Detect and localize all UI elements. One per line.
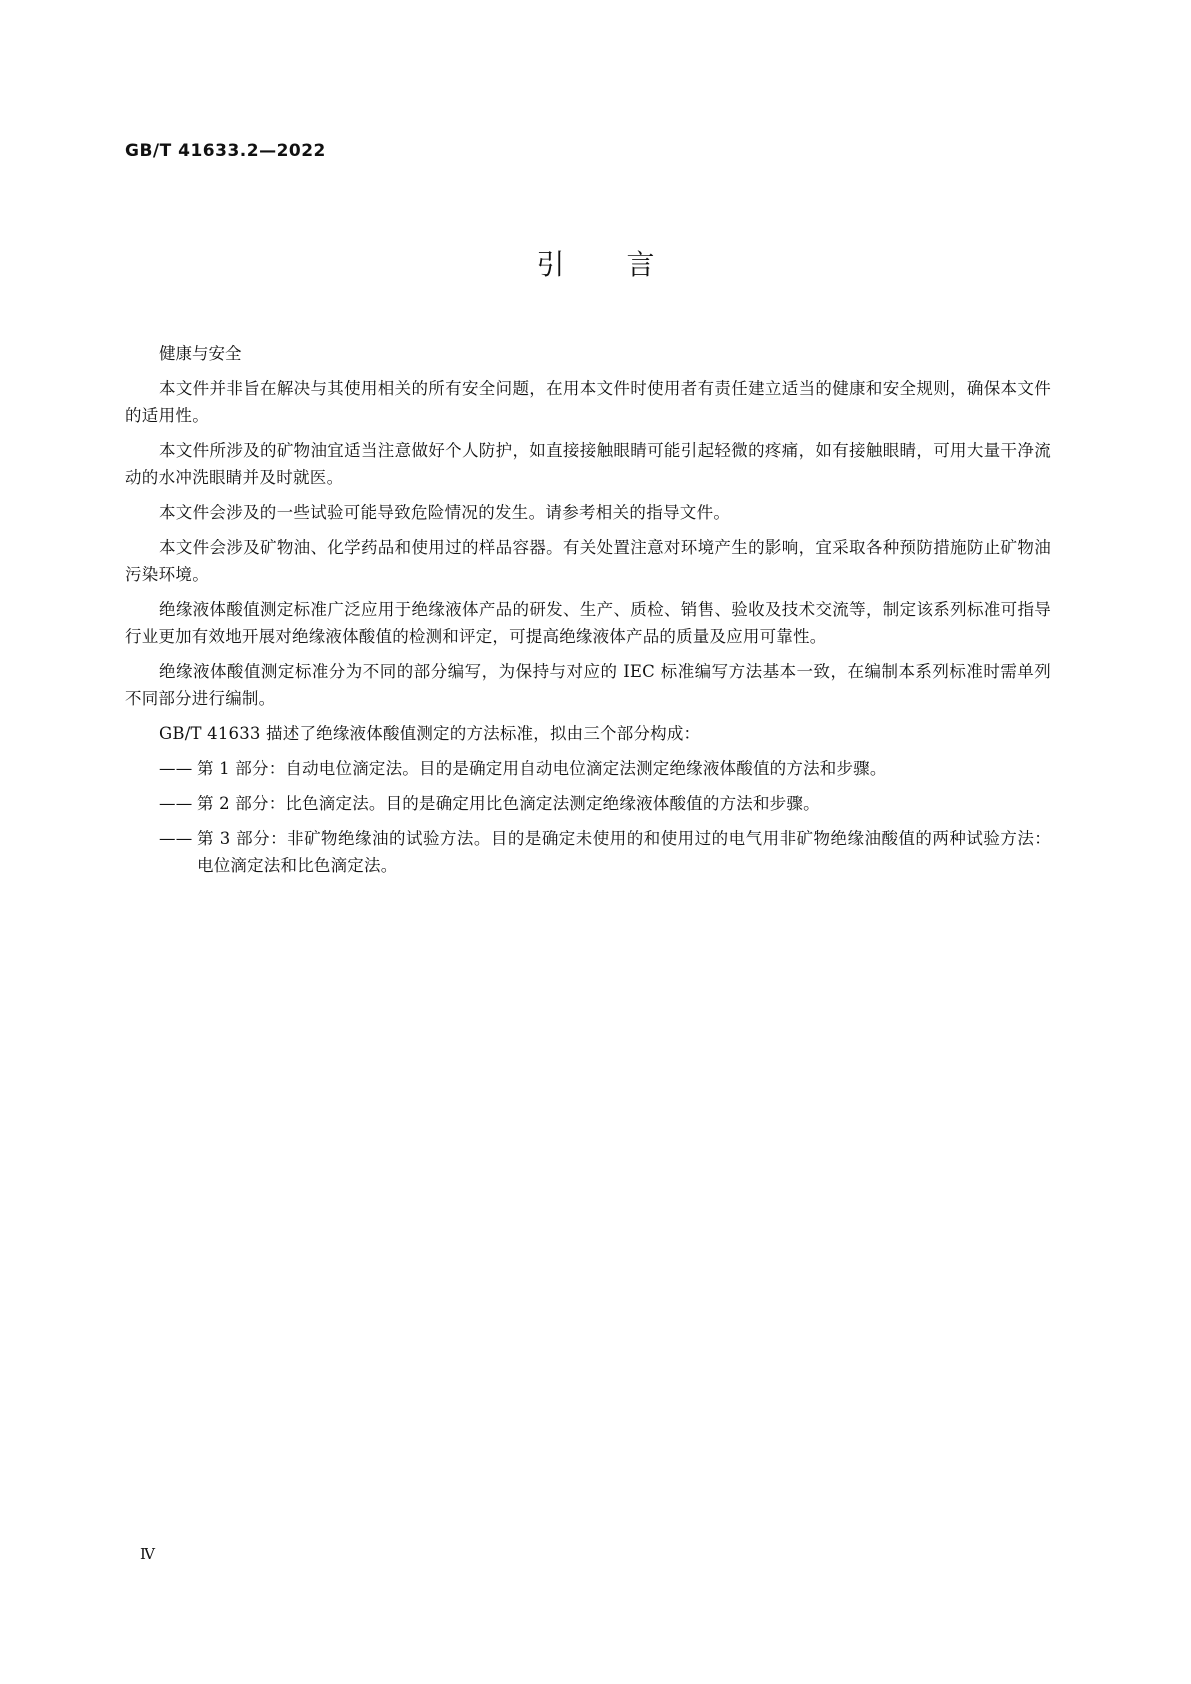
list-item-text: 第 1 部分：自动电位滴定法。目的是确定用自动电位滴定法测定绝缘液体酸值的方法和步骤。 bbox=[197, 759, 887, 778]
list-item bbox=[125, 790, 1051, 817]
list-item-text: 第 3 部分：非矿物绝缘油的试验方法。目的是确定未使用的和使用过的电气用非矿物绝缘油酸值的两种试验方法：电位滴定法和比色滴定法。 bbox=[197, 829, 1051, 875]
parts-list bbox=[125, 755, 1051, 879]
list-dash: —— bbox=[159, 794, 193, 813]
body-paragraph-1: 绝缘液体酸值测定标准广泛应用于绝缘液体产品的研发、生产、质检、销售、验收及技术交流等，制定该系列标准可指导行业更加有效地开展对绝缘液体酸值的检测和评定，可提高绝缘液体产品的质量及应用可靠性。 bbox=[125, 600, 1051, 646]
list-item-text: 第 2 部分：比色滴定法。目的是确定用比色滴定法测定绝缘液体酸值的方法和步骤。 bbox=[197, 794, 820, 813]
body-paragraph-2: 绝缘液体酸值测定标准分为不同的部分编写，为保持与对应的 IEC 标准编写方法基本一致，在编制本系列标准时需单列不同部分进行编制。 bbox=[125, 662, 1051, 708]
body-paragraph-3: GB/T 41633 描述了绝缘液体酸值测定的方法标准，拟由三个部分构成： bbox=[159, 724, 701, 743]
list-item bbox=[125, 755, 1051, 782]
safety-paragraph-2: 本文件所涉及的矿物油宜适当注意做好个人防护，如直接接触眼睛可能引起轻微的疼痛，如有接触眼睛，可用大量干净流动的水冲洗眼睛并及时就医。 bbox=[125, 441, 1051, 487]
safety-paragraph-4: 本文件会涉及矿物油、化学药品和使用过的样品容器。有关处置注意对环境产生的影响，宜采取各种预防措施防止矿物油污染环境。 bbox=[125, 538, 1051, 584]
safety-heading: 健康与安全 bbox=[159, 344, 242, 363]
document-code: GB/T 41633.2—2022 bbox=[125, 141, 326, 161]
page-number: Ⅳ bbox=[140, 1545, 155, 1563]
main-content bbox=[125, 340, 1051, 887]
safety-paragraph-1: 本文件并非旨在解决与其使用相关的所有安全问题，在用本文件时使用者有责任建立适当的健康和安全规则，确保本文件的适用性。 bbox=[125, 379, 1051, 425]
list-dash: —— bbox=[159, 759, 193, 778]
list-item bbox=[125, 825, 1051, 879]
list-dash: —— bbox=[159, 829, 193, 848]
safety-paragraph-3: 本文件会涉及的一些试验可能导致危险情况的发生。请参考相关的指导文件。 bbox=[159, 503, 731, 522]
page-title: 引言 bbox=[536, 248, 717, 281]
